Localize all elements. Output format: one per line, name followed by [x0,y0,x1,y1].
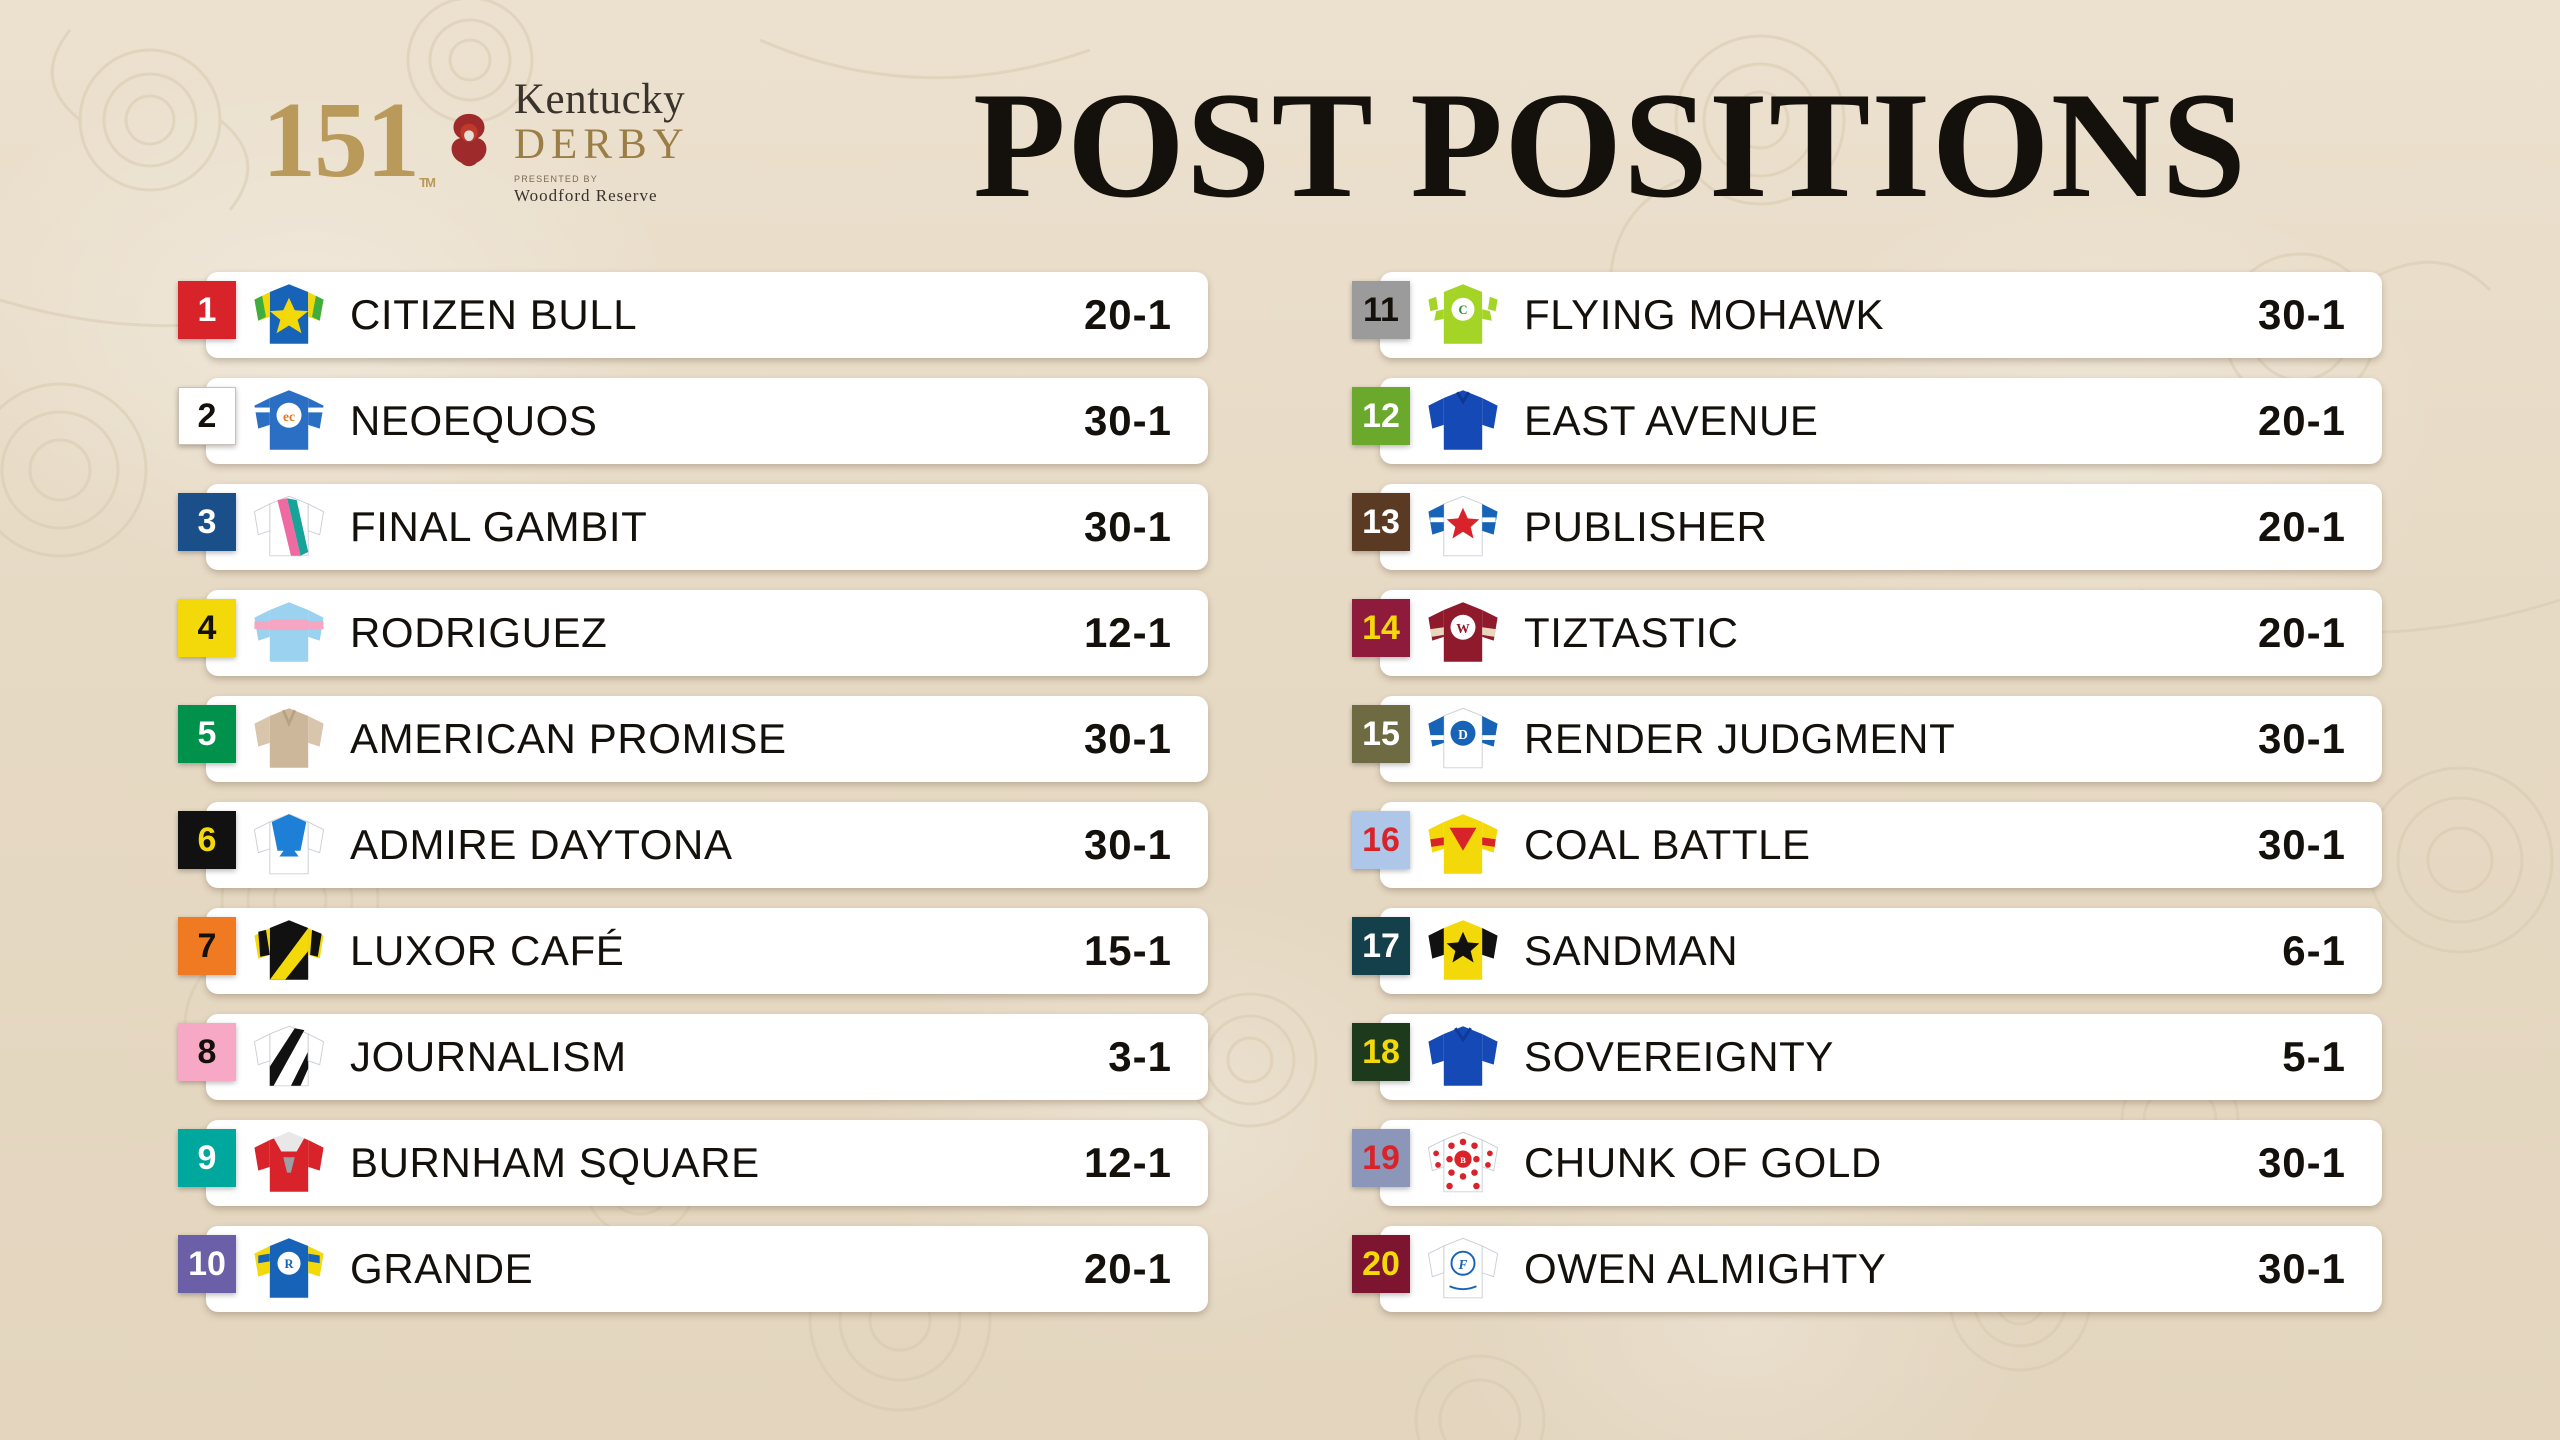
morning-line-odds: 20-1 [2257,503,2346,550]
entry-pill [206,272,1208,358]
horse-name: NEOEQUOS [350,397,598,444]
silk-publisher-icon [1408,484,1518,570]
horse-name: COAL BATTLE [1524,821,1811,868]
entry-pill [1380,590,2382,676]
post-position-number: 2 [178,387,236,445]
silk-american-promise-icon [234,696,344,782]
entry-pill [206,378,1208,464]
horse-name: JOURNALISM [350,1033,627,1080]
entry-row[interactable] [1352,272,2382,358]
svg-text:ec: ec [283,409,295,424]
post-position-number: 15 [1352,705,1410,763]
morning-line-odds: 30-1 [2257,715,2346,762]
entry-row[interactable] [178,802,1208,888]
silk-tiztastic-icon [1408,590,1518,676]
post-position-number: 11 [1352,281,1410,339]
silk-flying-mohawk-icon [1408,272,1518,358]
horse-name: SOVEREIGNTY [1524,1033,1834,1080]
horse-name: FLYING MOHAWK [1524,291,1885,338]
entry-row[interactable] [1352,1014,2382,1100]
morning-line-odds: 5-1 [2282,1033,2346,1080]
silk-render-judgment-icon [1408,696,1518,782]
morning-line-odds: 6-1 [2282,927,2346,974]
morning-line-odds: 12-1 [1083,1139,1172,1186]
silk-neoequos-icon [234,378,344,464]
post-position-number: 9 [178,1129,236,1187]
silk-east-avenue-icon [1408,378,1518,464]
edition-number-text: 151 [262,81,418,200]
entry-row[interactable] [1352,908,2382,994]
morning-line-odds: 20-1 [1083,1245,1172,1292]
entry-row[interactable] [1352,696,2382,782]
silk-owen-almighty-icon [1408,1226,1518,1312]
horse-name: PUBLISHER [1524,503,1768,550]
morning-line-odds: 30-1 [2257,1245,2346,1292]
horse-name: ADMIRE DAYTONA [350,821,733,868]
silk-coal-battle-icon [1408,802,1518,888]
morning-line-odds: 20-1 [1083,291,1172,338]
horse-name: RODRIGUEZ [350,609,608,656]
morning-line-odds: 3-1 [1108,1033,1172,1080]
silk-final-gambit-icon [234,484,344,570]
horse-name: CITIZEN BULL [350,291,638,338]
entry-row[interactable] [1352,590,2382,676]
morning-line-odds: 30-1 [1083,503,1172,550]
morning-line-odds: 30-1 [2257,291,2346,338]
post-position-number: 18 [1352,1023,1410,1081]
silk-chunk-of-gold-icon [1408,1120,1518,1206]
silk-sovereignty-icon [1408,1014,1518,1100]
post-position-number: 14 [1352,599,1410,657]
post-position-number: 10 [178,1235,236,1293]
horse-name: AMERICAN PROMISE [350,715,787,762]
entry-pill [206,802,1208,888]
presented-by-label: PRESENTED BY [514,174,598,184]
morning-line-odds: 30-1 [2257,1139,2346,1186]
entry-pill [206,696,1208,782]
horse-name: GRANDE [350,1245,534,1292]
post-position-number: 19 [1352,1129,1410,1187]
post-position-number: 13 [1352,493,1410,551]
svg-text:R: R [284,1257,294,1272]
post-position-number: 16 [1352,811,1410,869]
post-position-number: 8 [178,1023,236,1081]
entry-pill [1380,802,2382,888]
entry-pill [206,908,1208,994]
silk-rodriguez-icon [234,590,344,676]
morning-line-odds: 20-1 [2257,397,2346,444]
morning-line-odds: 30-1 [1083,397,1172,444]
svg-text:C: C [1458,303,1468,318]
entries-column-right [1352,272,2382,1332]
entry-row[interactable] [1352,802,2382,888]
silk-grande-icon [234,1226,344,1312]
entry-pill [1380,378,2382,464]
svg-text:W: W [1456,621,1470,636]
page-title: POST POSITIONS [972,61,2248,229]
derby-text: DERBY [514,121,690,168]
entry-row[interactable] [178,696,1208,782]
horse-name: SANDMAN [1524,927,1739,974]
silk-burnham-square-icon [234,1120,344,1206]
horse-name: BURNHAM SQUARE [350,1139,760,1186]
post-position-number: 5 [178,705,236,763]
horse-name: FINAL GAMBIT [350,503,648,550]
entry-pill [1380,1226,2382,1312]
entries-column-left [178,272,1208,1332]
entry-row[interactable] [178,272,1208,358]
morning-line-odds: 30-1 [1083,715,1172,762]
entry-pill [1380,1120,2382,1206]
sponsor-label: Woodford Reserve [514,186,658,205]
entry-pill [206,590,1208,676]
horse-name: CHUNK OF GOLD [1524,1139,1882,1186]
entry-pill [206,1226,1208,1312]
entry-row[interactable] [1352,1226,2382,1312]
svg-text:B: B [1460,1155,1466,1165]
silk-journalism-icon [234,1014,344,1100]
entry-row[interactable] [178,1014,1208,1100]
entry-pill [1380,696,2382,782]
morning-line-odds: 30-1 [1083,821,1172,868]
post-position-number: 1 [178,281,236,339]
entry-pill [1380,1014,2382,1100]
silk-luxor-cafe-icon [234,908,344,994]
rose-icon [438,110,500,172]
silk-admire-daytona-icon [234,802,344,888]
header [0,48,2560,248]
edition-number [262,81,434,200]
horse-name: OWEN ALMIGHTY [1524,1245,1887,1292]
svg-text:F: F [1458,1257,1468,1272]
entry-row[interactable] [178,590,1208,676]
morning-line-odds: 15-1 [1083,927,1172,974]
entry-row[interactable] [178,484,1208,570]
entry-row[interactable] [178,1226,1208,1312]
trademark-mark: TM [419,175,434,190]
entry-pill [206,1014,1208,1100]
morning-line-odds: 12-1 [1083,609,1172,656]
svg-text:D: D [1458,727,1468,742]
silk-sandman-icon [1408,908,1518,994]
post-position-number: 6 [178,811,236,869]
entry-row[interactable] [1352,378,2382,464]
kentucky-derby-logo [262,78,690,204]
post-position-number: 12 [1352,387,1410,445]
entry-pill [1380,908,2382,994]
entry-pill [1380,272,2382,358]
morning-line-odds: 30-1 [2257,821,2346,868]
horse-name: LUXOR CAFÉ [350,927,625,974]
entry-row[interactable] [1352,1120,2382,1206]
silk-citizen-bull-icon [234,272,344,358]
post-position-number: 4 [178,599,236,657]
horse-name: RENDER JUDGMENT [1524,715,1956,762]
entry-pill [1380,484,2382,570]
post-position-number: 7 [178,917,236,975]
entry-pill [206,484,1208,570]
entry-row[interactable] [1352,484,2382,570]
derby-wordmark [514,78,690,204]
entry-pill [206,1120,1208,1206]
post-position-number: 20 [1352,1235,1410,1293]
kentucky-text [514,78,690,121]
entry-row[interactable] [178,378,1208,464]
horse-name: EAST AVENUE [1524,397,1819,444]
post-position-number: 17 [1352,917,1410,975]
kentucky-label: Kentucky [514,76,686,123]
entry-row[interactable] [178,908,1208,994]
horse-name: TIZTASTIC [1524,609,1739,656]
post-position-number: 3 [178,493,236,551]
entry-row[interactable] [178,1120,1208,1206]
morning-line-odds: 20-1 [2257,609,2346,656]
